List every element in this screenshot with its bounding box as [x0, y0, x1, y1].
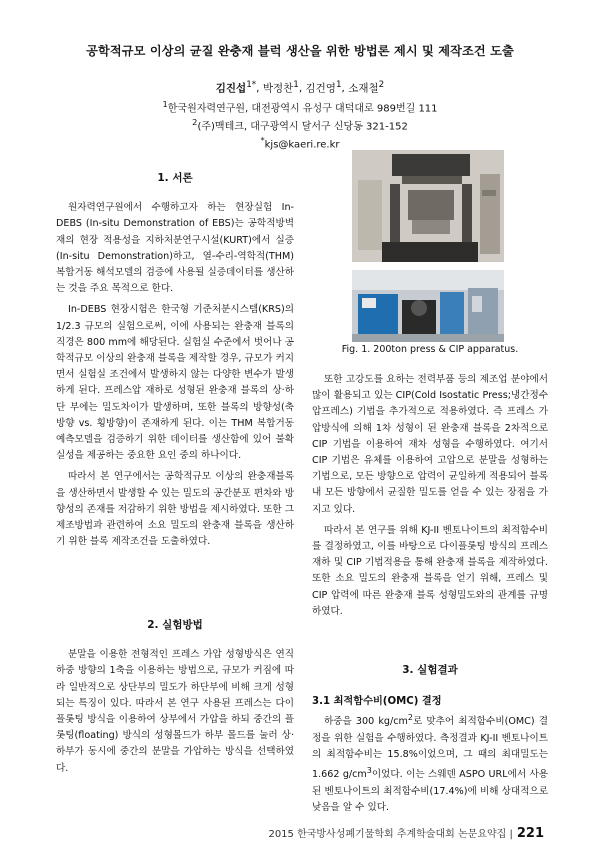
affiliation-2: $^2$(주)맥테크, 대구광역시 달서구 신당동 321-152 — [192, 117, 408, 133]
author-line — [0, 80, 600, 96]
section-2-heading: 2. 실험방법 — [147, 619, 203, 631]
author-3-sup: 1 — [335, 80, 342, 90]
author-1: 김진섭 — [215, 82, 247, 95]
right-column — [312, 372, 548, 620]
intro-paragraph-1: 원자력연구원에서 수행하고자 하는 현장실험 In-DEBS (In-situ Demonstration of EBS)는 공학적방벽재의 현장 적용성을 지하처분연구시설(KURT)에서 실증(In-situ Demonstration)하고, 열-수리-역학적(THM) 복합거동 해석모델의 검증에 사용될 실증데이터를 생산하는 것을 주요 목적으로 한다. — [56, 202, 294, 295]
footer-text: 2015 한국방사성폐기물학회 추계학술대회 논문요약집 | — [268, 829, 513, 840]
affiliation-1: $^1$한국원자력연구원, 대전광역시 유성구 대덕대로 989번길 111 — [162, 99, 438, 115]
right-paragraph-2: 따라서 본 연구를 위해 KJ-II 벤토나이트의 최적함수비를 결정하였고, 이를 바탕으로 다이플롯팅 방식의 프레스 재하 및 CIP 기법적용을 통해 완충재 블록을 제작하였다. 또한 소요 밀도의 완충재 블록을 얻기 위해, 프레스 및 CIP 압력에 따른 완충재 블록 성형밀도와의 관계를 규명하였다. — [312, 524, 548, 617]
author-3: , 김건영 — [298, 82, 336, 95]
page-number: 221 — [516, 826, 544, 841]
cip-illustration — [352, 270, 504, 342]
subsection-3-1-heading: 3.1 최적함수비(OMC) 결정 — [312, 696, 442, 708]
press-photo — [352, 150, 504, 262]
figure-1 — [352, 150, 504, 342]
figure-1-caption: Fig. 1. 200ton press & CIP apparatus. — [341, 344, 519, 355]
author-1-sup: 1* — [246, 80, 257, 90]
corresponding-email: *kjs@kaeri.re.kr — [260, 135, 340, 151]
intro-paragraph-3: 따라서 본 연구에서는 공학적규모 이상의 완충재블록을 생산하면서 발생할 수 있는 밀도의 공간분포 편차와 방향성의 존재를 저감하기 위한 방법을 제시하였다. 또한 그 제조방법과 관련하여 소요 밀도의 완충재 블록을 생산하기 위한 블록 제작조건을 도출하였다. — [56, 471, 294, 548]
intro-paragraph-2: In-DEBS 현장시험은 한국형 기준처분시스템(KRS)의 1/2.3 규모의 실험으로써, 이에 사용되는 완충재 블록의 직경은 800 mm에 해당된다. 실험실 수준에서 벗어나 공학적규모 이상의 완충재 블록을 제작할 경우, 규모가 커지면서 실험실 조건에서 발생하지 않는 다양한 변수가 발생하게 된다. 프레스압 재하로 성형된 완충재 블록의 상·하단 부에는 밀도차이가 발생하며, 또한 블록의 방향성(축방향 vs. 횡방향)이 존재하게 된다. 이는 THM 복합거동 예측모델을 검증하기 위한 데이터를 생산함에 있어 불확실성을 제공하는 중요한 요인 중의 하나이다. — [56, 304, 294, 462]
methods-paragraph-1: 분말을 이용한 전형적인 프레스 가압 성형방식은 연직하중 방향의 1축을 이용하는 방법으로, 규모가 커짐에 따라 일반적으로 상단부의 밀도가 하단부에 비해 크게 성형되는 특징이 있다. 따라서 본 연구 사용된 프레스는 다이 플롯팅 방식을 이용하여 상부에서 가압을 하되 중간의 플롯팅(floating) 방식의 성형몰드가 하부 몰드를 눌러 상·하부가 동시에 중간의 분말을 가압하는 방식을 선택하였다. — [56, 649, 294, 774]
left-column — [56, 170, 294, 550]
author-4-sup: 2 — [378, 80, 385, 90]
page-footer — [268, 825, 544, 841]
results-paragraph-1: 하중을 300 $kg/cm^2$로 맞추어 최적함수비(OMC) 결정을 위한 실험을 수행하였다. 측정결과 KJ-II 벤토나이트의 최적함수비는 15.8%이었으며, 그 때의 최대밀도는 1.662 $g/cm^3$이었다. 이는 스웨덴 ASPO URL에서 사용된 벤토나이트의 최적함수비(17.4%)에 비해 상대적으로 낮음을 알 수 있다. — [312, 713, 548, 813]
cip-photo — [352, 270, 504, 342]
section-1-heading: 1. 서론 — [157, 172, 193, 184]
left-column-methods — [56, 617, 294, 777]
author-2: , 박정찬 — [256, 82, 294, 95]
press-illustration — [352, 150, 504, 262]
right-paragraph-1: 또한 고강도를 요하는 전력부품 등의 제조업 분야에서 많이 활용되고 있는 CIP(Cold Isostatic Press;냉간정수압프레스) 기법을 추가적으로 적용하였다. 즉 프레스 가압방식에 의해 1차 성형이 된 완충재 블록을 2차적으로 CIP 기법을 이용하여 재차 성형을 수행하였다. 여기서 CIP 기법은 유체를 이용하여 고압으로 분말을 성형하는 기법으로, 모든 방향으로 압력이 균일하게 적용되어 블록 내 모든 방향에서 균질한 밀도를 얻을 수 있는 장점을 가지고 있다. — [312, 374, 548, 515]
author-4: , 소재철 — [341, 82, 379, 95]
right-column-results — [312, 662, 548, 816]
author-2-sup: 1 — [293, 80, 299, 90]
paper-title: 공학적규모 이상의 균질 완충재 블럭 생산을 위한 방법론 제시 및 제작조건 도출 — [86, 44, 514, 58]
section-3-heading: 3. 실험결과 — [402, 664, 458, 676]
